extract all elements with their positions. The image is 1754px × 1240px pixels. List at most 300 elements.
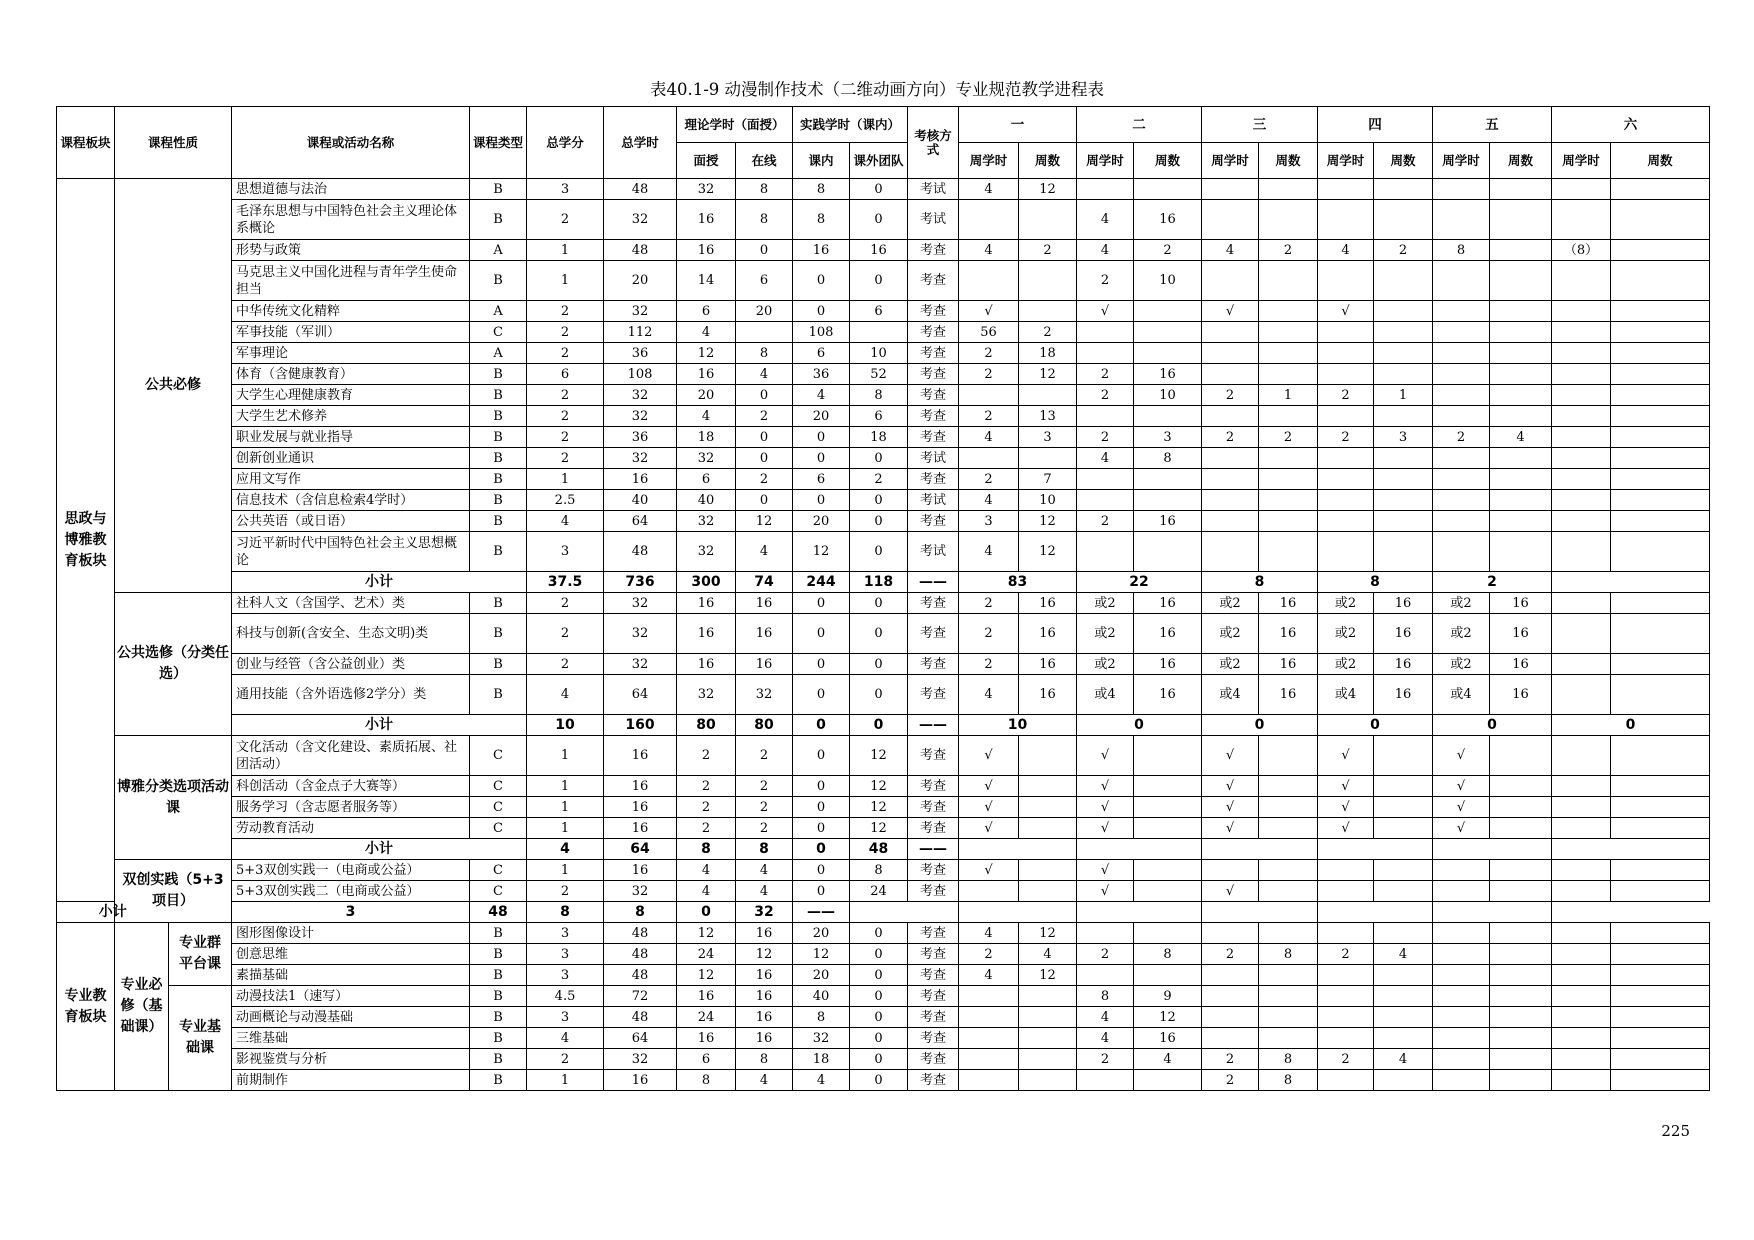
group-label-platform: 专业群平台课 bbox=[169, 923, 232, 986]
cell-value bbox=[1552, 511, 1611, 532]
cell-value bbox=[1490, 881, 1552, 902]
cell-value bbox=[959, 200, 1019, 240]
subtotal-label: 小计 bbox=[57, 902, 169, 923]
cell-value bbox=[1259, 986, 1318, 1007]
subtotal-semester-value bbox=[1318, 839, 1433, 860]
group-label-foundation: 专业基础课 bbox=[169, 986, 232, 1091]
cell-value: 20 bbox=[793, 406, 850, 427]
cell-value bbox=[1318, 923, 1374, 944]
cell-value: 6 bbox=[677, 469, 736, 490]
cell-value: B bbox=[470, 965, 527, 986]
cell-value: B bbox=[470, 1007, 527, 1028]
cell-value: √ bbox=[1433, 818, 1490, 839]
cell-value: 32 bbox=[604, 301, 677, 322]
subtotal-value: 160 bbox=[604, 715, 677, 736]
cell-value bbox=[1259, 179, 1318, 200]
cell-value: 12 bbox=[1019, 511, 1077, 532]
cell-value: 6 bbox=[793, 469, 850, 490]
cell-value: 6 bbox=[677, 301, 736, 322]
cell-value bbox=[1259, 818, 1318, 839]
cell-value: 16 bbox=[1374, 675, 1433, 715]
cell-value: B bbox=[470, 593, 527, 614]
cell-value: 2 bbox=[959, 614, 1019, 654]
cell-value: √ bbox=[1433, 797, 1490, 818]
cell-value bbox=[1134, 923, 1202, 944]
cell-value: 4 bbox=[1077, 240, 1134, 261]
cell-value bbox=[1202, 343, 1259, 364]
cell-value bbox=[1611, 881, 1710, 902]
cell-value: 2 bbox=[959, 469, 1019, 490]
course-name: 图形图像设计 bbox=[232, 923, 470, 944]
cell-value: 2 bbox=[1077, 364, 1134, 385]
cell-value: 考试 bbox=[908, 490, 959, 511]
cell-value: 18 bbox=[677, 427, 736, 448]
cell-value: 32 bbox=[604, 1049, 677, 1070]
cell-value bbox=[736, 322, 793, 343]
subtotal-row bbox=[57, 902, 1710, 923]
cell-value bbox=[1490, 860, 1552, 881]
cell-value: 32 bbox=[604, 614, 677, 654]
course-name: 思想道德与法治 bbox=[232, 179, 470, 200]
header-weekly-hours: 周学时 bbox=[1318, 143, 1374, 179]
cell-value bbox=[1490, 448, 1552, 469]
cell-value: 0 bbox=[793, 261, 850, 301]
cell-value: √ bbox=[1202, 736, 1259, 776]
subtotal-value: 64 bbox=[604, 839, 677, 860]
cell-value: 4 bbox=[677, 860, 736, 881]
cell-value: 16 bbox=[1134, 675, 1202, 715]
cell-value: 4 bbox=[736, 532, 793, 572]
cell-value: 12 bbox=[1019, 965, 1077, 986]
header-practice-team: 课外团队 bbox=[850, 143, 908, 179]
cell-value bbox=[1611, 240, 1710, 261]
cell-value bbox=[1202, 364, 1259, 385]
subtotal-semester-value bbox=[1552, 839, 1710, 860]
cell-value bbox=[1611, 965, 1710, 986]
cell-value: 16 bbox=[736, 986, 793, 1007]
cell-value: 16 bbox=[736, 1007, 793, 1028]
cell-value: 4 bbox=[527, 675, 604, 715]
cell-value: 0 bbox=[736, 448, 793, 469]
cell-value: √ bbox=[1318, 776, 1374, 797]
cell-value bbox=[1490, 322, 1552, 343]
cell-value: 32 bbox=[604, 593, 677, 614]
cell-value bbox=[1134, 736, 1202, 776]
cell-value: 4 bbox=[527, 1028, 604, 1049]
cell-value: 2 bbox=[1077, 427, 1134, 448]
cell-value: 0 bbox=[736, 490, 793, 511]
cell-value: B bbox=[470, 200, 527, 240]
cell-value: 考查 bbox=[908, 944, 959, 965]
cell-value: 4 bbox=[1490, 427, 1552, 448]
cell-value: √ bbox=[1077, 301, 1134, 322]
cell-value bbox=[1202, 469, 1259, 490]
cell-value: 4 bbox=[959, 490, 1019, 511]
cell-value: 2 bbox=[527, 654, 604, 675]
cell-value: 16 bbox=[677, 364, 736, 385]
cell-value bbox=[1134, 301, 1202, 322]
cell-value: B bbox=[470, 923, 527, 944]
course-name: 军事技能（军训） bbox=[232, 322, 470, 343]
cell-value: 8 bbox=[736, 1049, 793, 1070]
cell-value: 0 bbox=[850, 179, 908, 200]
cell-value: 2 bbox=[959, 343, 1019, 364]
cell-value: 2 bbox=[527, 301, 604, 322]
cell-value bbox=[1374, 776, 1433, 797]
cell-value: 12 bbox=[850, 797, 908, 818]
cell-value: 1 bbox=[527, 860, 604, 881]
cell-value bbox=[1552, 797, 1611, 818]
cell-value: 4 bbox=[1077, 200, 1134, 240]
cell-value bbox=[1202, 965, 1259, 986]
cell-value: 0 bbox=[793, 448, 850, 469]
cell-value: 6 bbox=[850, 406, 908, 427]
cell-value bbox=[1433, 322, 1490, 343]
cell-value bbox=[1611, 469, 1710, 490]
subtotal-value: —— bbox=[908, 572, 959, 593]
cell-value bbox=[1259, 322, 1318, 343]
cell-value: 32 bbox=[604, 448, 677, 469]
cell-value: 2 bbox=[1433, 427, 1490, 448]
cell-value: 8 bbox=[1259, 1049, 1318, 1070]
subtotal-semester-value bbox=[1202, 902, 1318, 923]
cell-value bbox=[1552, 593, 1611, 614]
cell-value: 0 bbox=[736, 427, 793, 448]
cell-value: 20 bbox=[604, 261, 677, 301]
cell-value: 考查 bbox=[908, 923, 959, 944]
cell-value bbox=[1490, 965, 1552, 986]
cell-value: 16 bbox=[1019, 593, 1077, 614]
cell-value: 6 bbox=[793, 343, 850, 364]
course-row bbox=[57, 200, 1710, 240]
cell-value: 2 bbox=[527, 322, 604, 343]
cell-value: 4 bbox=[736, 1070, 793, 1091]
course-name: 通用技能（含外语选修2学分）类 bbox=[232, 675, 470, 715]
cell-value: B bbox=[470, 364, 527, 385]
cell-value bbox=[1318, 532, 1374, 572]
cell-value: √ bbox=[1318, 797, 1374, 818]
cell-value bbox=[1134, 343, 1202, 364]
header-practice-in: 课内 bbox=[793, 143, 850, 179]
cell-value bbox=[1611, 593, 1710, 614]
cell-value: 2 bbox=[527, 1049, 604, 1070]
cell-value: 12 bbox=[850, 776, 908, 797]
cell-value: 4 bbox=[959, 923, 1019, 944]
cell-value bbox=[1611, 923, 1710, 944]
cell-value: B bbox=[470, 1070, 527, 1091]
cell-value: 2 bbox=[1259, 427, 1318, 448]
cell-value bbox=[1611, 1070, 1710, 1091]
cell-value bbox=[1552, 818, 1611, 839]
cell-value bbox=[1552, 1049, 1611, 1070]
cell-value: 12 bbox=[677, 965, 736, 986]
cell-value bbox=[1374, 261, 1433, 301]
cell-value: B bbox=[470, 986, 527, 1007]
cell-value: 2 bbox=[1202, 385, 1259, 406]
cell-value: 2 bbox=[1318, 385, 1374, 406]
cell-value: 16 bbox=[1134, 511, 1202, 532]
subtotal-semester-value: 0 bbox=[1552, 715, 1710, 736]
cell-value bbox=[1134, 818, 1202, 839]
cell-value: 12 bbox=[850, 736, 908, 776]
cell-value: 0 bbox=[736, 385, 793, 406]
cell-value: 2 bbox=[677, 797, 736, 818]
course-row bbox=[57, 923, 1710, 944]
course-row bbox=[57, 675, 1710, 715]
cell-value: 0 bbox=[850, 965, 908, 986]
cell-value: 或2 bbox=[1202, 614, 1259, 654]
cell-value: 16 bbox=[1134, 200, 1202, 240]
cell-value bbox=[1374, 986, 1433, 1007]
cell-value: 2 bbox=[1202, 944, 1259, 965]
cell-value bbox=[1259, 301, 1318, 322]
cell-value: 考查 bbox=[908, 675, 959, 715]
cell-value: 3 bbox=[527, 944, 604, 965]
cell-value: 40 bbox=[677, 490, 736, 511]
cell-value: 8 bbox=[793, 200, 850, 240]
cell-value bbox=[1611, 860, 1710, 881]
cell-value: 考查 bbox=[908, 986, 959, 1007]
cell-value: 10 bbox=[850, 343, 908, 364]
cell-value bbox=[1433, 261, 1490, 301]
cell-value: 10 bbox=[1134, 385, 1202, 406]
header-module: 课程板块 bbox=[57, 107, 115, 179]
cell-value bbox=[1374, 860, 1433, 881]
cell-value bbox=[1019, 986, 1077, 1007]
cell-value bbox=[1433, 448, 1490, 469]
cell-value: 4 bbox=[793, 385, 850, 406]
cell-value bbox=[1077, 1070, 1134, 1091]
cell-value: 24 bbox=[850, 881, 908, 902]
cell-value: √ bbox=[1077, 776, 1134, 797]
cell-value: 16 bbox=[793, 240, 850, 261]
cell-value: 16 bbox=[677, 200, 736, 240]
cell-value: 或2 bbox=[1318, 614, 1374, 654]
cell-value: 2 bbox=[1077, 261, 1134, 301]
cell-value bbox=[1552, 1070, 1611, 1091]
cell-value bbox=[1077, 406, 1134, 427]
cell-value: 0 bbox=[793, 427, 850, 448]
cell-value: 1 bbox=[527, 797, 604, 818]
cell-value: 8 bbox=[1259, 944, 1318, 965]
cell-value: 20 bbox=[793, 965, 850, 986]
cell-value bbox=[1374, 1007, 1433, 1028]
cell-value: 考试 bbox=[908, 200, 959, 240]
cell-value bbox=[1077, 923, 1134, 944]
cell-value bbox=[1490, 1007, 1552, 1028]
cell-value bbox=[1374, 1070, 1433, 1091]
cell-value bbox=[1611, 654, 1710, 675]
cell-value bbox=[1259, 776, 1318, 797]
cell-value: 2 bbox=[959, 944, 1019, 965]
cell-value bbox=[1611, 776, 1710, 797]
cell-value bbox=[1611, 261, 1710, 301]
cell-value bbox=[1374, 364, 1433, 385]
cell-value bbox=[1490, 179, 1552, 200]
header-weeks: 周数 bbox=[1490, 143, 1552, 179]
cell-value: 36 bbox=[793, 364, 850, 385]
cell-value: 8 bbox=[1077, 986, 1134, 1007]
cell-value bbox=[1490, 1049, 1552, 1070]
cell-value bbox=[1552, 986, 1611, 1007]
cell-value: 考查 bbox=[908, 1070, 959, 1091]
cell-value bbox=[1318, 986, 1374, 1007]
cell-value: 0 bbox=[850, 511, 908, 532]
cell-value: √ bbox=[1202, 301, 1259, 322]
cell-value bbox=[959, 448, 1019, 469]
course-row bbox=[57, 593, 1710, 614]
cell-value bbox=[1134, 881, 1202, 902]
cell-value: 考查 bbox=[908, 343, 959, 364]
cell-value bbox=[1611, 301, 1710, 322]
cell-value bbox=[1433, 1007, 1490, 1028]
cell-value: 或2 bbox=[1318, 654, 1374, 675]
cell-value: 0 bbox=[850, 614, 908, 654]
subtotal-value: 32 bbox=[736, 902, 793, 923]
cell-value: 或2 bbox=[1077, 614, 1134, 654]
subtotal-value: 8 bbox=[527, 902, 604, 923]
cell-value bbox=[1611, 1007, 1710, 1028]
course-row bbox=[57, 240, 1710, 261]
module-label-sizheng: 思政与博雅教育板块 bbox=[57, 179, 115, 902]
cell-value bbox=[1433, 301, 1490, 322]
cell-value: 16 bbox=[1019, 675, 1077, 715]
cell-value: 18 bbox=[1019, 343, 1077, 364]
cell-value: 2 bbox=[736, 736, 793, 776]
subtotal-semester-value: 0 bbox=[1077, 715, 1202, 736]
cell-value: 0 bbox=[793, 593, 850, 614]
cell-value: 16 bbox=[677, 593, 736, 614]
cell-value: 16 bbox=[1374, 593, 1433, 614]
cell-value bbox=[1490, 736, 1552, 776]
cell-value: 考查 bbox=[908, 818, 959, 839]
cell-value: 考查 bbox=[908, 654, 959, 675]
course-row bbox=[57, 1070, 1710, 1091]
cell-value bbox=[1552, 1007, 1611, 1028]
cell-value bbox=[1202, 261, 1259, 301]
cell-value: 12 bbox=[850, 818, 908, 839]
cell-value: 13 bbox=[1019, 406, 1077, 427]
cell-value: 16 bbox=[1134, 593, 1202, 614]
cell-value: B bbox=[470, 1028, 527, 1049]
subtotal-semester-value: 8 bbox=[1318, 572, 1433, 593]
cell-value: 0 bbox=[850, 675, 908, 715]
course-name: 大学生心理健康教育 bbox=[232, 385, 470, 406]
cell-value: 2 bbox=[1202, 427, 1259, 448]
cell-value: 12 bbox=[736, 511, 793, 532]
cell-value: 14 bbox=[677, 261, 736, 301]
cell-value bbox=[1490, 923, 1552, 944]
header-weekly-hours: 周学时 bbox=[1077, 143, 1134, 179]
cell-value: 考查 bbox=[908, 301, 959, 322]
cell-value: 考查 bbox=[908, 364, 959, 385]
cell-value: 0 bbox=[850, 261, 908, 301]
course-name: 素描基础 bbox=[232, 965, 470, 986]
cell-value: 1 bbox=[1259, 385, 1318, 406]
cell-value bbox=[1490, 343, 1552, 364]
cell-value bbox=[1202, 200, 1259, 240]
cell-value: B bbox=[470, 385, 527, 406]
subtotal-value: 80 bbox=[736, 715, 793, 736]
course-name: 前期制作 bbox=[232, 1070, 470, 1091]
cell-value: 16 bbox=[1259, 614, 1318, 654]
cell-value: 8 bbox=[1134, 944, 1202, 965]
cell-value bbox=[1611, 490, 1710, 511]
cell-value bbox=[959, 1007, 1019, 1028]
cell-value bbox=[1259, 1007, 1318, 1028]
subtotal-semester-value bbox=[959, 902, 1077, 923]
cell-value: 或4 bbox=[1318, 675, 1374, 715]
cell-value bbox=[1374, 532, 1433, 572]
cell-value bbox=[1490, 532, 1552, 572]
cell-value bbox=[1552, 736, 1611, 776]
cell-value: 8 bbox=[736, 343, 793, 364]
cell-value bbox=[1490, 385, 1552, 406]
cell-value: 8 bbox=[850, 385, 908, 406]
cell-value bbox=[1552, 923, 1611, 944]
cell-value bbox=[1077, 322, 1134, 343]
cell-value: C bbox=[470, 818, 527, 839]
cell-value bbox=[1490, 200, 1552, 240]
cell-value bbox=[1611, 385, 1710, 406]
cell-value bbox=[1134, 322, 1202, 343]
cell-value: 16 bbox=[850, 240, 908, 261]
cell-value: √ bbox=[1202, 776, 1259, 797]
cell-value: 2 bbox=[1318, 944, 1374, 965]
cell-value bbox=[1318, 406, 1374, 427]
cell-value: 考查 bbox=[908, 385, 959, 406]
header-name: 课程或活动名称 bbox=[232, 107, 470, 179]
cell-value: 3 bbox=[959, 511, 1019, 532]
cell-value: 16 bbox=[604, 736, 677, 776]
cell-value bbox=[1490, 240, 1552, 261]
cell-value: 0 bbox=[850, 448, 908, 469]
cell-value: A bbox=[470, 301, 527, 322]
cell-value: 18 bbox=[793, 1049, 850, 1070]
cell-value: √ bbox=[1433, 776, 1490, 797]
cell-value bbox=[1134, 490, 1202, 511]
cell-value bbox=[1077, 490, 1134, 511]
cell-value: 考试 bbox=[908, 179, 959, 200]
page-number: 225 bbox=[1661, 1122, 1690, 1140]
cell-value bbox=[1202, 490, 1259, 511]
subtotal-value: 8 bbox=[604, 902, 677, 923]
cell-value: 0 bbox=[793, 776, 850, 797]
subtotal-semester-value: 22 bbox=[1077, 572, 1202, 593]
cell-value: 40 bbox=[793, 986, 850, 1007]
cell-value: 32 bbox=[677, 675, 736, 715]
cell-value: 2.5 bbox=[527, 490, 604, 511]
cell-value bbox=[1433, 1028, 1490, 1049]
cell-value bbox=[1490, 469, 1552, 490]
cell-value: 16 bbox=[677, 654, 736, 675]
course-name: 5+3双创实践一（电商或公益） bbox=[232, 860, 470, 881]
cell-value: 4 bbox=[959, 965, 1019, 986]
subtotal-value: 74 bbox=[736, 572, 793, 593]
cell-value bbox=[1019, 797, 1077, 818]
cell-value: 64 bbox=[604, 511, 677, 532]
cell-value: B bbox=[470, 427, 527, 448]
cell-value: B bbox=[470, 490, 527, 511]
cell-value: 32 bbox=[677, 532, 736, 572]
course-name: 信息技术（含信息检索4学时） bbox=[232, 490, 470, 511]
cell-value bbox=[959, 881, 1019, 902]
cell-value: 1 bbox=[527, 469, 604, 490]
cell-value bbox=[1374, 406, 1433, 427]
cell-value: 考查 bbox=[908, 322, 959, 343]
cell-value: 0 bbox=[850, 200, 908, 240]
cell-value: 2 bbox=[736, 776, 793, 797]
